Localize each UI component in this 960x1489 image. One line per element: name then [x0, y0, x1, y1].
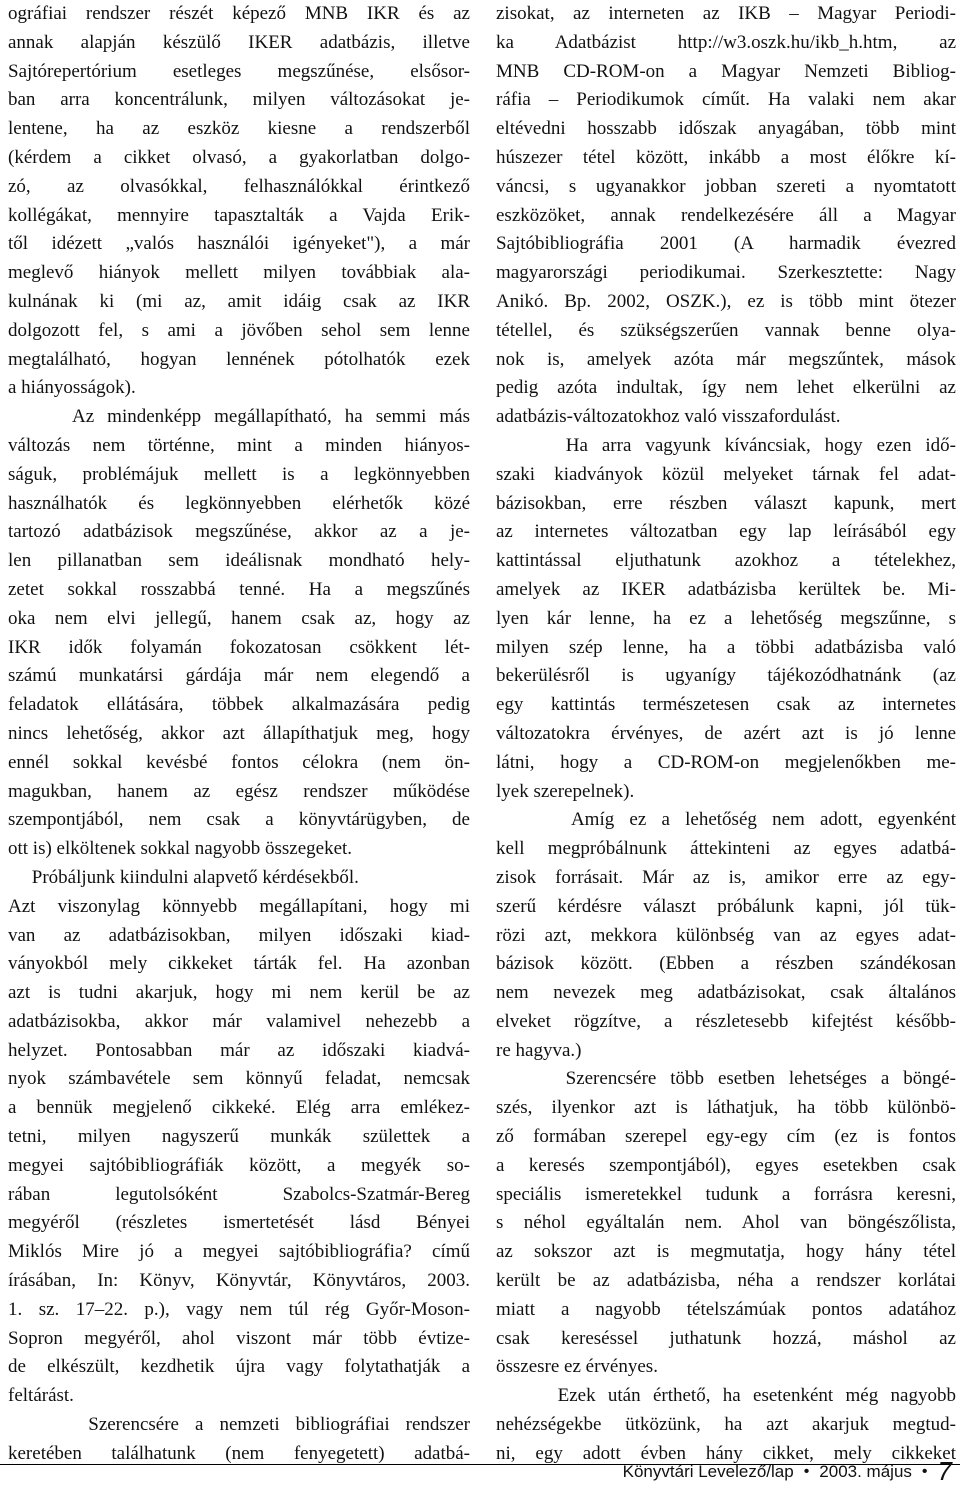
text-line: megyéről (részletes ismertetését lásd Bényei: [8, 1212, 470, 1234]
text-line: nehézségekbe ütközünk, ha azt akarjuk megtud-: [496, 1414, 956, 1436]
text-line: ráfia – Periodikumok címűt. Ha valaki nem akar: [496, 89, 956, 111]
text-line: nem nevezek meg adatbázisokat, csak általános: [496, 982, 956, 1004]
text-line: Sajtóbibliográfia 2001 (A harmadik évezred: [496, 233, 956, 255]
text-line: zisok forrásait. Már az is, amikor erre az egy-: [496, 866, 956, 888]
text-line: nok is, amelyek azóta már megszűntek, mások: [496, 348, 956, 370]
text-line: MNB CD-ROM-on a Magyar Nemzeti Bibliog-: [496, 60, 956, 82]
text-line: azt is tudni akarjuk, hogy mi nem kerül be az: [8, 982, 470, 1004]
text-line: megtalálható, hogyan lennének pótolhatók ezek: [8, 348, 470, 370]
text-line: magukban, hanem az egész rendszer működése: [8, 780, 470, 802]
text-line: szaki kiadványok közül melyeket tárnak fel adat-: [496, 463, 956, 485]
text-line: kollégákat, mennyire tapasztalták a Vajda Erik-: [8, 204, 470, 226]
text-line: milyen szép lenne, ha a többi adatbázisba való: [496, 636, 956, 658]
text-line: nyok számbavétele sem könnyű feladat, nemcsak: [8, 1068, 470, 1090]
text-line: feladatok ellátására, többek alkalmazására pedig: [8, 694, 470, 716]
text-line: a bennük megjelenő cikkeké. Elég arra emlékez-: [8, 1097, 470, 1119]
text-line: dolgozott fel, s ami a jövőben sehol sem lenne: [8, 319, 470, 341]
text-line: pedig azóta indultak, így nem lehet elkerülni az: [496, 377, 956, 399]
text-line: használhatók és legkönnyebben elérhetők közé: [8, 492, 470, 514]
text-line: speciális ismeretekkel tudunk a forrásra keresni,: [496, 1183, 956, 1205]
text-line: bázisokban, erre részben választ kapunk, mert: [496, 492, 956, 514]
text-line: tétellel, és szükségszerűen vannak benne olya-: [496, 319, 956, 341]
text-line: Az mindenképp megállapítható, ha semmi más: [8, 406, 470, 428]
text-line: szempontjából, nem csak a könyvtárügyben, de: [8, 809, 470, 831]
text-line: feltárást.: [8, 1385, 74, 1407]
text-line: kattintással eljuthatunk azokhoz a tételekhez,: [496, 550, 956, 572]
text-line: eszközöket, annak rendelkezésére áll a Magyar: [496, 204, 956, 226]
text-line: miatt a nagyobb tételszámúak pontos adatához: [496, 1298, 956, 1320]
text-line: váncsi, s ugyanakkor jobban szereti a nyomtatott: [496, 175, 956, 197]
text-line: rában legutolsóként Szabolcs-Szatmár-Bereg: [8, 1183, 470, 1205]
text-line: Ezek után érthető, ha esetenként még nagyobb: [496, 1385, 956, 1407]
text-line: bekerülésről is ugyanígy tájékozódhatnánk (az: [496, 665, 956, 687]
text-line: a hiányosságok).: [8, 377, 136, 399]
page-footer: [623, 1456, 952, 1487]
text-line: magyarországi periodikumai. Szerkesztette: Nagy: [496, 262, 956, 284]
text-line: Miklós Mire jó a megyei sajtóbibliográfia? című: [8, 1241, 470, 1263]
footer-journal-title: Könyvtári Levelező/lap: [622, 1461, 794, 1481]
text-line: lyek szerepelnek).: [496, 780, 635, 802]
text-line: az internetes változatban egy lap leírásából egy: [496, 521, 956, 543]
text-line: ban arra koncentrálunk, milyen változásokat je-: [8, 89, 470, 111]
right-column: [496, 0, 956, 1469]
text-line: zisokat, az interneten az IKB – Magyar Periodi-: [496, 3, 956, 24]
text-line: nincs lehetőség, akkor azt állapíthatjuk meg, hogy: [8, 722, 470, 744]
text-line: Szerencsére a nemzeti bibliográfiai rendszer: [8, 1414, 470, 1436]
text-line: zetet sokkal rosszabbá tenné. Ha a megszűnés: [8, 578, 470, 600]
text-line: Ha arra vagyunk kíváncsiak, hogy ezen idő-: [496, 434, 956, 456]
text-line: kell megpróbálnunk áttekinteni az egyes adatbá-: [496, 838, 956, 860]
text-line: az sokszor azt is megmutatja, hogy hány tétel: [496, 1241, 956, 1263]
text-line: került be az adatbázisba, néha a rendszer korlátai: [496, 1270, 956, 1292]
text-line: Amíg ez a lehetőség nem adott, egyenként: [496, 809, 956, 831]
text-line: keretében találhatunk (nem fenyegetett) adatbá-: [8, 1442, 470, 1464]
text-line: a keresés szempontjából), egyes esetekben csak: [496, 1154, 956, 1176]
text-line: s néhol egyáltalán nem. Ahol van böngészőlista,: [496, 1212, 956, 1234]
text-line: ságuk, problémájuk mellett is a legkönnyebben: [8, 463, 470, 485]
text-line: amelyek az IKER adatbázisba kerültek be. Mi-: [496, 578, 956, 600]
text-line: Sopron megyéről, ahol viszont már több évtize-: [8, 1327, 470, 1349]
text-line: elveket rögzítve, a részletesebb kifejtést később-: [496, 1010, 956, 1032]
text-line: Anikó. Bp. 2002, OSZK.), ez is több mint ötezer: [496, 290, 956, 312]
footer-bullet: •: [803, 1462, 810, 1480]
text-line: de elkészült, kezdhetik újra vagy folytathatják a: [8, 1356, 470, 1378]
text-line: ző formában szerepel egy-egy cím (ez is fontos: [496, 1126, 956, 1148]
text-line: re hagyva.): [496, 1039, 582, 1061]
text-line: 1. sz. 17–22. p.), vagy nem túl rég Győr-Moson-: [8, 1298, 470, 1320]
text-line: annak alapján készülő IKER adatbázis, illetve: [8, 31, 470, 53]
text-line: írásában, In: Könyv, Könyvtár, Könyvtáros, 2003.: [8, 1270, 470, 1292]
text-line: ográfiai rendszer részét képező MNB IKR és az: [8, 3, 470, 24]
text-line: van az adatbázisokban, milyen időszaki kiad-: [8, 924, 470, 946]
text-line: szerű kérdésre választ próbálunk kapni, jól tük-: [496, 895, 956, 917]
text-line: tetni, milyen nagyszerű munkák születtek a: [8, 1126, 470, 1148]
text-line: tartozó adatbázisok megszűnése, akkor az a je-: [8, 521, 470, 543]
text-line: eltévedni hosszabb időszak anyagában, több mint: [496, 118, 956, 140]
text-line: len pillanatban sem ideálisnak mondható hely-: [8, 550, 470, 572]
text-line: rözi azt, mekkora különbség van az egyes adat-: [496, 924, 956, 946]
text-line: kulnának ki (mi az, amit idáig csak az IKR: [8, 290, 470, 312]
text-line: adatbázisokba, akkor már valamivel nehezebb a: [8, 1010, 470, 1032]
text-line: ni, egy adott évben hány cikket, mely cikkeket: [496, 1442, 956, 1464]
text-line: látni, hogy a CD-ROM-on megjelenőkben me-: [496, 751, 956, 773]
text-line: oka nem elvi jellegű, hanem csak az, hogy az: [8, 607, 470, 629]
page-number: 7: [937, 1456, 952, 1486]
text-line: összesre ez érvényes.: [496, 1356, 658, 1378]
text-line: ka Adatbázist http://w3.oszk.hu/ikb_h.htm, az: [496, 31, 956, 53]
text-line: számú munkatársi gárdája már nem elegendő a: [8, 665, 470, 687]
text-line: helyzet. Pontosabban már az időszaki kiadvá-: [8, 1039, 470, 1061]
footer-date: 2003. május: [819, 1461, 912, 1481]
text-line: meglevő hiányok mellett milyen továbbiak ala-: [8, 262, 470, 284]
left-column: [8, 0, 470, 1469]
text-line: től idézett „valós használói igényeket"), a már: [8, 233, 470, 255]
text-line: zó, az olvasókkal, felhasználókkal érintkező: [8, 175, 470, 197]
text-line: bázisok között. (Ebben a részben szándékosan: [496, 953, 956, 975]
text-line: megyei sajtóbibliográfiák között, a megyék so-: [8, 1154, 470, 1176]
text-line: Sajtórepertórium esetleges megszűnése, elsősor-: [8, 60, 470, 82]
text-line: változás nem történne, mint a minden hiányos-: [8, 434, 470, 456]
text-line: Próbáljunk kiindulni alapvető kérdésekből.: [8, 866, 359, 888]
footer-bullet: •: [921, 1462, 928, 1480]
text-line: szés, ilyenkor azt is láthatjuk, ha több különbö-: [496, 1097, 956, 1119]
text-line: Azt viszonylag könnyebb megállapítani, hogy mi: [8, 895, 470, 917]
text-line: adatbázis-változatokhoz való visszafordulást.: [496, 406, 841, 428]
text-line: ványokból mely cikkeket tárták fel. Ha azonban: [8, 953, 470, 975]
text-line: (kérdem a cikket olvasó, a gyakorlatban dolgo-: [8, 146, 470, 168]
text-line: csak kereséssel juthatunk hozzá, máshol az: [496, 1327, 956, 1349]
text-line: egy kattintás természetesen csak az internetes: [496, 694, 956, 716]
text-line: változatokra érvényes, de azért azt is jó lenne: [496, 722, 956, 744]
text-line: IKR idők folyamán fokozatosan csökkent lét-: [8, 636, 470, 658]
text-line: lyen kár lenne, ha ez a lehetőség megszűnne, s: [496, 607, 956, 629]
text-line: ott is) elköltenek sokkal nagyobb összegeket.: [8, 838, 353, 860]
text-line: ennél sokkal kevésbé fontos célokra (nem ön-: [8, 751, 470, 773]
text-line: Szerencsére több esetben lehetséges a böngé-: [496, 1068, 956, 1090]
text-line: lentene, ha az eszköz kiesne a rendszerből: [8, 118, 470, 140]
text-line: húszezer tétel között, inkább a most élőkre kí-: [496, 146, 956, 168]
